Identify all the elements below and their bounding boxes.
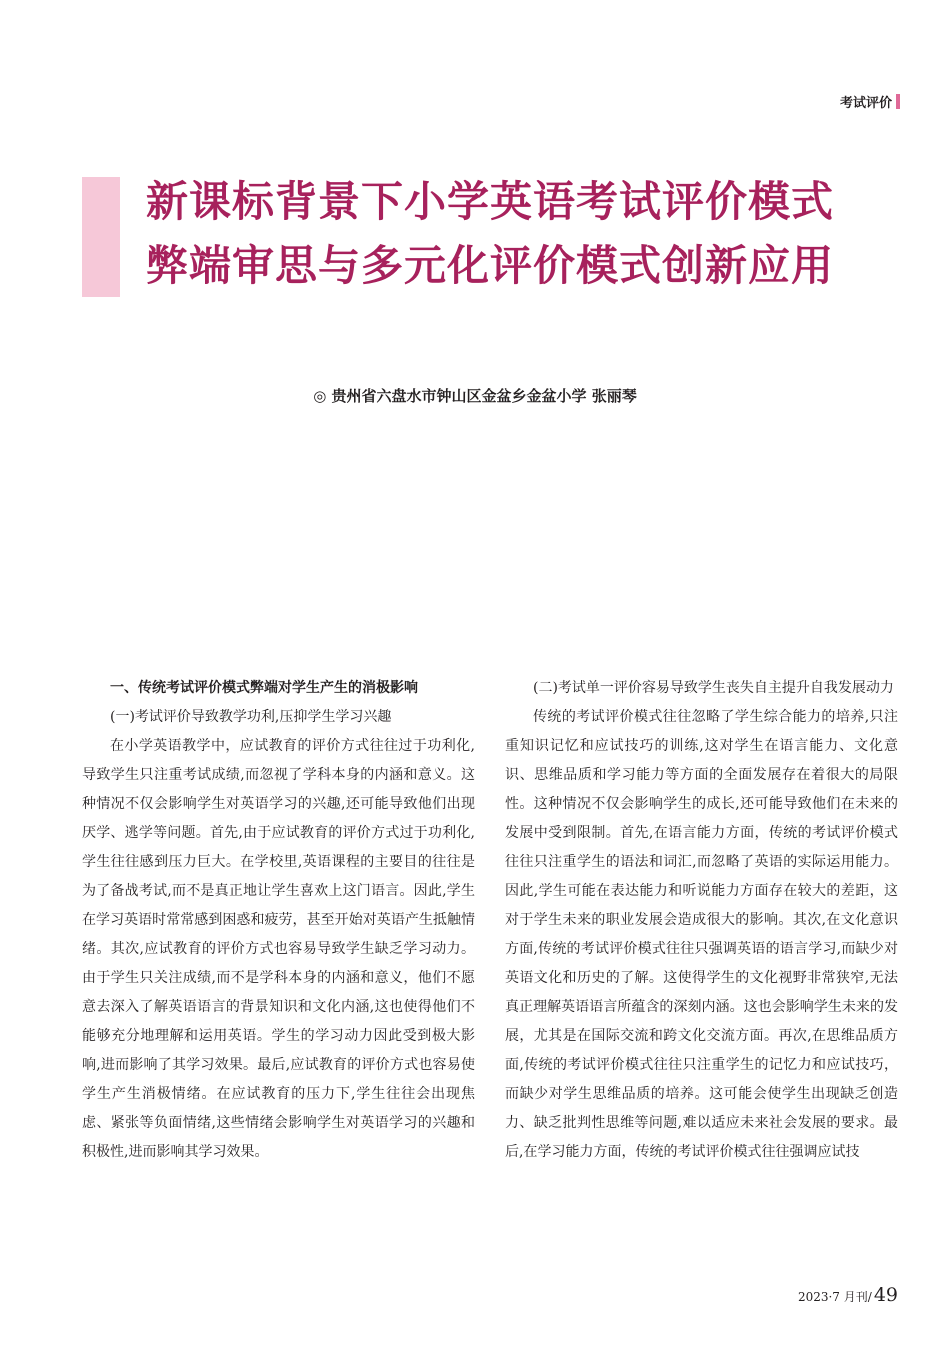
author-byline: ◎ 贵州省六盘水市钟山区金盆乡金盆小学 张丽琴 (313, 387, 637, 405)
section-tag (840, 92, 900, 111)
article-title (146, 170, 906, 298)
right-column (505, 674, 898, 1167)
subheading-1: (一)考试评价导致教学功利,压抑学生学习兴趣 (110, 709, 392, 725)
section-label: 考试评价 (839, 96, 892, 111)
title-line-2: 弊端审思与多元化评价模式创新应用 (146, 241, 835, 290)
paragraph-2: 传统的考试评价模式往往忽略了学生综合能力的培养,只注重知识记忆和应试技巧的训练,这对学生在语言能力、文化意识、思维品质和学习能力等方面的全面发展存在着很大的局限性。这种情况不仅会影响学生的成长,还可能导致他们在未来的发展中受到限制。首先,在语言能力方面，传统的考试评价模式往往只注重学生的语法和词汇,而忽略了英语的实际运用能力。因此,学生可能在表达能力和听说能力方面存在较大的差距，这对于学生未来的职业发展会造成很大的影响。其次,在文化意识方面,传统的考试评价模式往往只强调英语的语言学习,而缺少对英语文化和历史的了解。这使得学生的文化视野非常狭窄,无法真正理解英语语言所蕴含的深刻内涵。这也会影响学生未来的发展，尤其是在国际交流和跨文化交流方面。再次,在思维品质方面,传统的考试评价模式往往只注重学生的记忆力和应试技巧，而缺少对学生思维品质的培养。这可能会使学生出现缺乏创造力、缺乏批判性思维等问题,难以适应未来社会发展的要求。最后,在学习能力方面，传统的考试评价模式往往强调应试技 (505, 709, 898, 1160)
issue-label: 2023·7 月刊/ (797, 1290, 872, 1304)
page-footer (798, 1284, 898, 1306)
title-line-1: 新课标背景下小学英语考试评价模式 (146, 177, 835, 226)
paragraph-1: 在小学英语教学中，应试教育的评价方式往往过于功利化,导致学生只注重考试成绩,而忽视了学科本身的内涵和意义。这种情况不仅会影响学生对英语学习的兴趣,还可能导致他们出现厌学、逃学等问题。首先,由于应试教育的评价方式过于功利化,学生往往感到压力巨大。在学校里,英语课程的主要目的往往是为了备战考试,而不是真正地让学生喜欢上这门语言。因此,学生在学习英语时常常感到困惑和疲劳，甚至开始对英语产生抵触情绪。其次,应试教育的评价方式也容易导致学生缺乏学习动力。由于学生只关注成绩,而不是学科本身的内涵和意义，他们不愿意去深入了解英语语言的背景知识和文化内涵,这也使得他们不能够充分地理解和运用英语。学生的学习动力因此受到极大影响,进而影响了其学习效果。最后,应试教育的评价方式也容易使学生产生消极情绪。在应试教育的压力下,学生往往会出现焦虑、紧张等负面情绪,这些情绪会影响学生对英语学习的兴趣和积极性,进而影响其学习效果。 (82, 738, 475, 1160)
page-number: 49 (873, 1284, 898, 1306)
subheading-2: (二)考试单一评价容易导致学生丧失自主提升自我发展动力 (533, 680, 894, 696)
section-heading: 一、传统考试评价模式弊端对学生产生的消极影响 (110, 680, 418, 696)
left-column (82, 674, 475, 1167)
title-accent-bar (82, 177, 120, 297)
section-tag-bar (896, 94, 900, 109)
